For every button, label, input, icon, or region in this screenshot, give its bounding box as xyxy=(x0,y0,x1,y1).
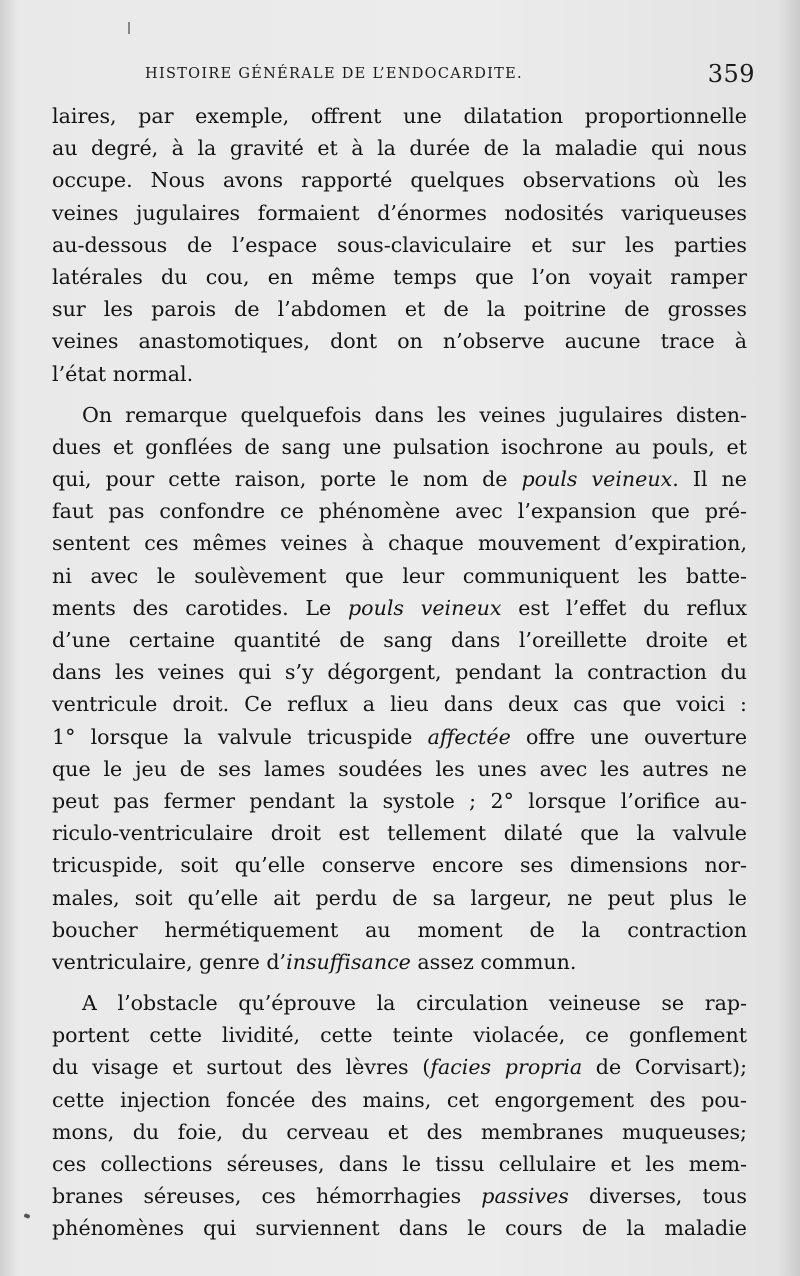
text-line xyxy=(52,1084,747,1116)
italic-term: facies propria xyxy=(430,1055,583,1080)
text-line xyxy=(52,463,747,495)
text-line xyxy=(52,261,747,293)
italic-term: pouls veineux xyxy=(348,595,502,620)
text-segment: ni avec le soulèvement que leur communiquent les batte- xyxy=(52,563,747,588)
italic-term: affectée xyxy=(427,724,511,749)
text-segment: sentent ces mêmes veines à chaque mouvement d’expiration, xyxy=(52,531,747,556)
text-line xyxy=(52,592,747,624)
text-segment: males, soit qu’elle ait perdu de sa largeur, ne peut plus le xyxy=(52,885,747,910)
text-segment: veines jugulaires formaient d’énormes nodosités variqueuses xyxy=(52,200,747,225)
text-line xyxy=(52,1212,747,1244)
text-segment: diverses, tous xyxy=(568,1184,747,1209)
text-line xyxy=(52,785,747,817)
text-segment: du visage et surtout des lèvres ( xyxy=(52,1055,431,1080)
page-header xyxy=(145,60,755,90)
text-segment: au degré, à la gravité et à la durée de la maladie qui nous xyxy=(52,136,747,161)
text-segment: assez commun. xyxy=(410,949,577,974)
text-segment: offre une ouverture xyxy=(510,724,747,749)
text-segment: portent cette lividité, cette teinte violacée, ce gonflement xyxy=(52,1023,747,1048)
text-line xyxy=(52,1019,747,1051)
text-line xyxy=(52,164,747,196)
text-line xyxy=(52,495,747,527)
text-segment: . Il ne xyxy=(672,467,747,492)
text-line xyxy=(52,527,747,559)
running-title: HISTOIRE GÉNÉRALE DE L’ENDOCARDITE. xyxy=(145,66,523,82)
italic-term: pouls veineux xyxy=(521,467,673,492)
text-segment: branes séreuses, ces hémorrhagies xyxy=(52,1184,482,1209)
text-segment: boucher hermétiquement au moment de la contraction xyxy=(52,917,747,942)
text-line xyxy=(52,358,747,390)
text-segment: A l’obstacle qu’éprouve la circulation veineuse se rap- xyxy=(82,991,747,1016)
text-line xyxy=(52,132,747,164)
text-line xyxy=(52,987,747,1019)
text-segment: dues et gonflées de sang une pulsation isochrone au pouls, et xyxy=(52,434,747,459)
margin-mark xyxy=(23,1213,30,1219)
italic-term: passives xyxy=(481,1184,569,1209)
text-segment: dans les veines qui s’y dégorgent, pendant la contraction du xyxy=(52,660,747,685)
text-segment: occupe. Nous avons rapporté quelques observations où les xyxy=(52,168,747,193)
text-line xyxy=(52,399,747,431)
text-segment: laires, par exemple, offrent une dilatation proportionnelle xyxy=(52,104,747,128)
text-segment: qui, pour cette raison, porte le nom de xyxy=(52,467,522,492)
text-line xyxy=(52,656,747,688)
text-segment: sur les parois de l’abdomen et de la poitrine de grosses xyxy=(52,297,747,322)
text-line xyxy=(52,753,747,785)
text-line xyxy=(52,431,747,463)
text-segment: peut pas fermer pendant la systole ; 2° lorsque l’orifice au- xyxy=(52,788,747,813)
text-segment: mons, du foie, du cerveau et des membranes muqueuses; xyxy=(52,1119,747,1144)
text-line xyxy=(52,1051,747,1083)
text-line xyxy=(52,849,747,881)
text-line xyxy=(52,100,747,132)
paragraph-gap xyxy=(52,978,747,987)
body-text xyxy=(52,100,747,1245)
text-segment: veines anastomotiques, dont on n’observe aucune trace à xyxy=(52,329,747,354)
text-line xyxy=(52,914,747,946)
text-segment: ventriculaire, genre d’ xyxy=(52,949,287,974)
text-line xyxy=(52,624,747,656)
text-line xyxy=(52,817,747,849)
text-line xyxy=(52,1116,747,1148)
page-edge-shadow xyxy=(778,0,800,1276)
text-line xyxy=(52,229,747,261)
text-segment: d’une certaine quantité de sang dans l’oreillette droite et xyxy=(52,628,747,652)
page-number: 359 xyxy=(707,60,755,88)
text-segment: ventricule droit. Ce reflux a lieu dans deux cas que voici : xyxy=(52,692,747,717)
text-line xyxy=(52,1180,747,1212)
text-line xyxy=(52,293,747,325)
text-segment: ments des carotides. Le xyxy=(52,595,348,620)
paragraph-gap xyxy=(52,390,747,399)
text-line xyxy=(52,1148,747,1180)
italic-term: insuffisance xyxy=(286,949,411,974)
text-segment: latérales du cou, en même temps que l’on voyait ramper xyxy=(52,264,747,289)
top-margin-mark xyxy=(128,22,130,34)
text-segment: phénomènes qui surviennent dans le cours de la maladie xyxy=(52,1216,747,1241)
text-segment: au-dessous de l’espace sous-claviculaire et sur les parties xyxy=(52,232,747,257)
text-segment: riculo-ventriculaire droit est tellement dilaté que la valvule xyxy=(52,821,747,846)
text-segment: est l’effet du reflux xyxy=(501,595,747,620)
text-line xyxy=(52,882,747,914)
text-line xyxy=(52,325,747,357)
text-segment: de Corvisart); xyxy=(582,1055,747,1080)
text-line xyxy=(52,560,747,592)
text-line xyxy=(52,946,747,978)
text-segment: On remarque quelquefois dans les veines jugulaires disten- xyxy=(82,402,747,427)
text-segment: l’état normal. xyxy=(52,361,194,386)
text-line xyxy=(52,688,747,720)
text-line xyxy=(52,197,747,229)
text-segment: cette injection foncée des mains, cet engorgement des pou- xyxy=(52,1087,747,1112)
text-segment: tricuspide, soit qu’elle conserve encore ses dimensions nor- xyxy=(52,853,747,878)
text-line xyxy=(52,721,747,753)
text-segment: ces collections séreuses, dans le tissu cellulaire et les mem- xyxy=(52,1152,747,1176)
text-segment: 1° lorsque la valvule tricuspide xyxy=(52,724,428,749)
text-segment: faut pas confondre ce phénomène avec l’expansion que pré- xyxy=(52,499,747,524)
text-segment: que le jeu de ses lames soudées les unes avec les autres ne xyxy=(52,756,747,781)
